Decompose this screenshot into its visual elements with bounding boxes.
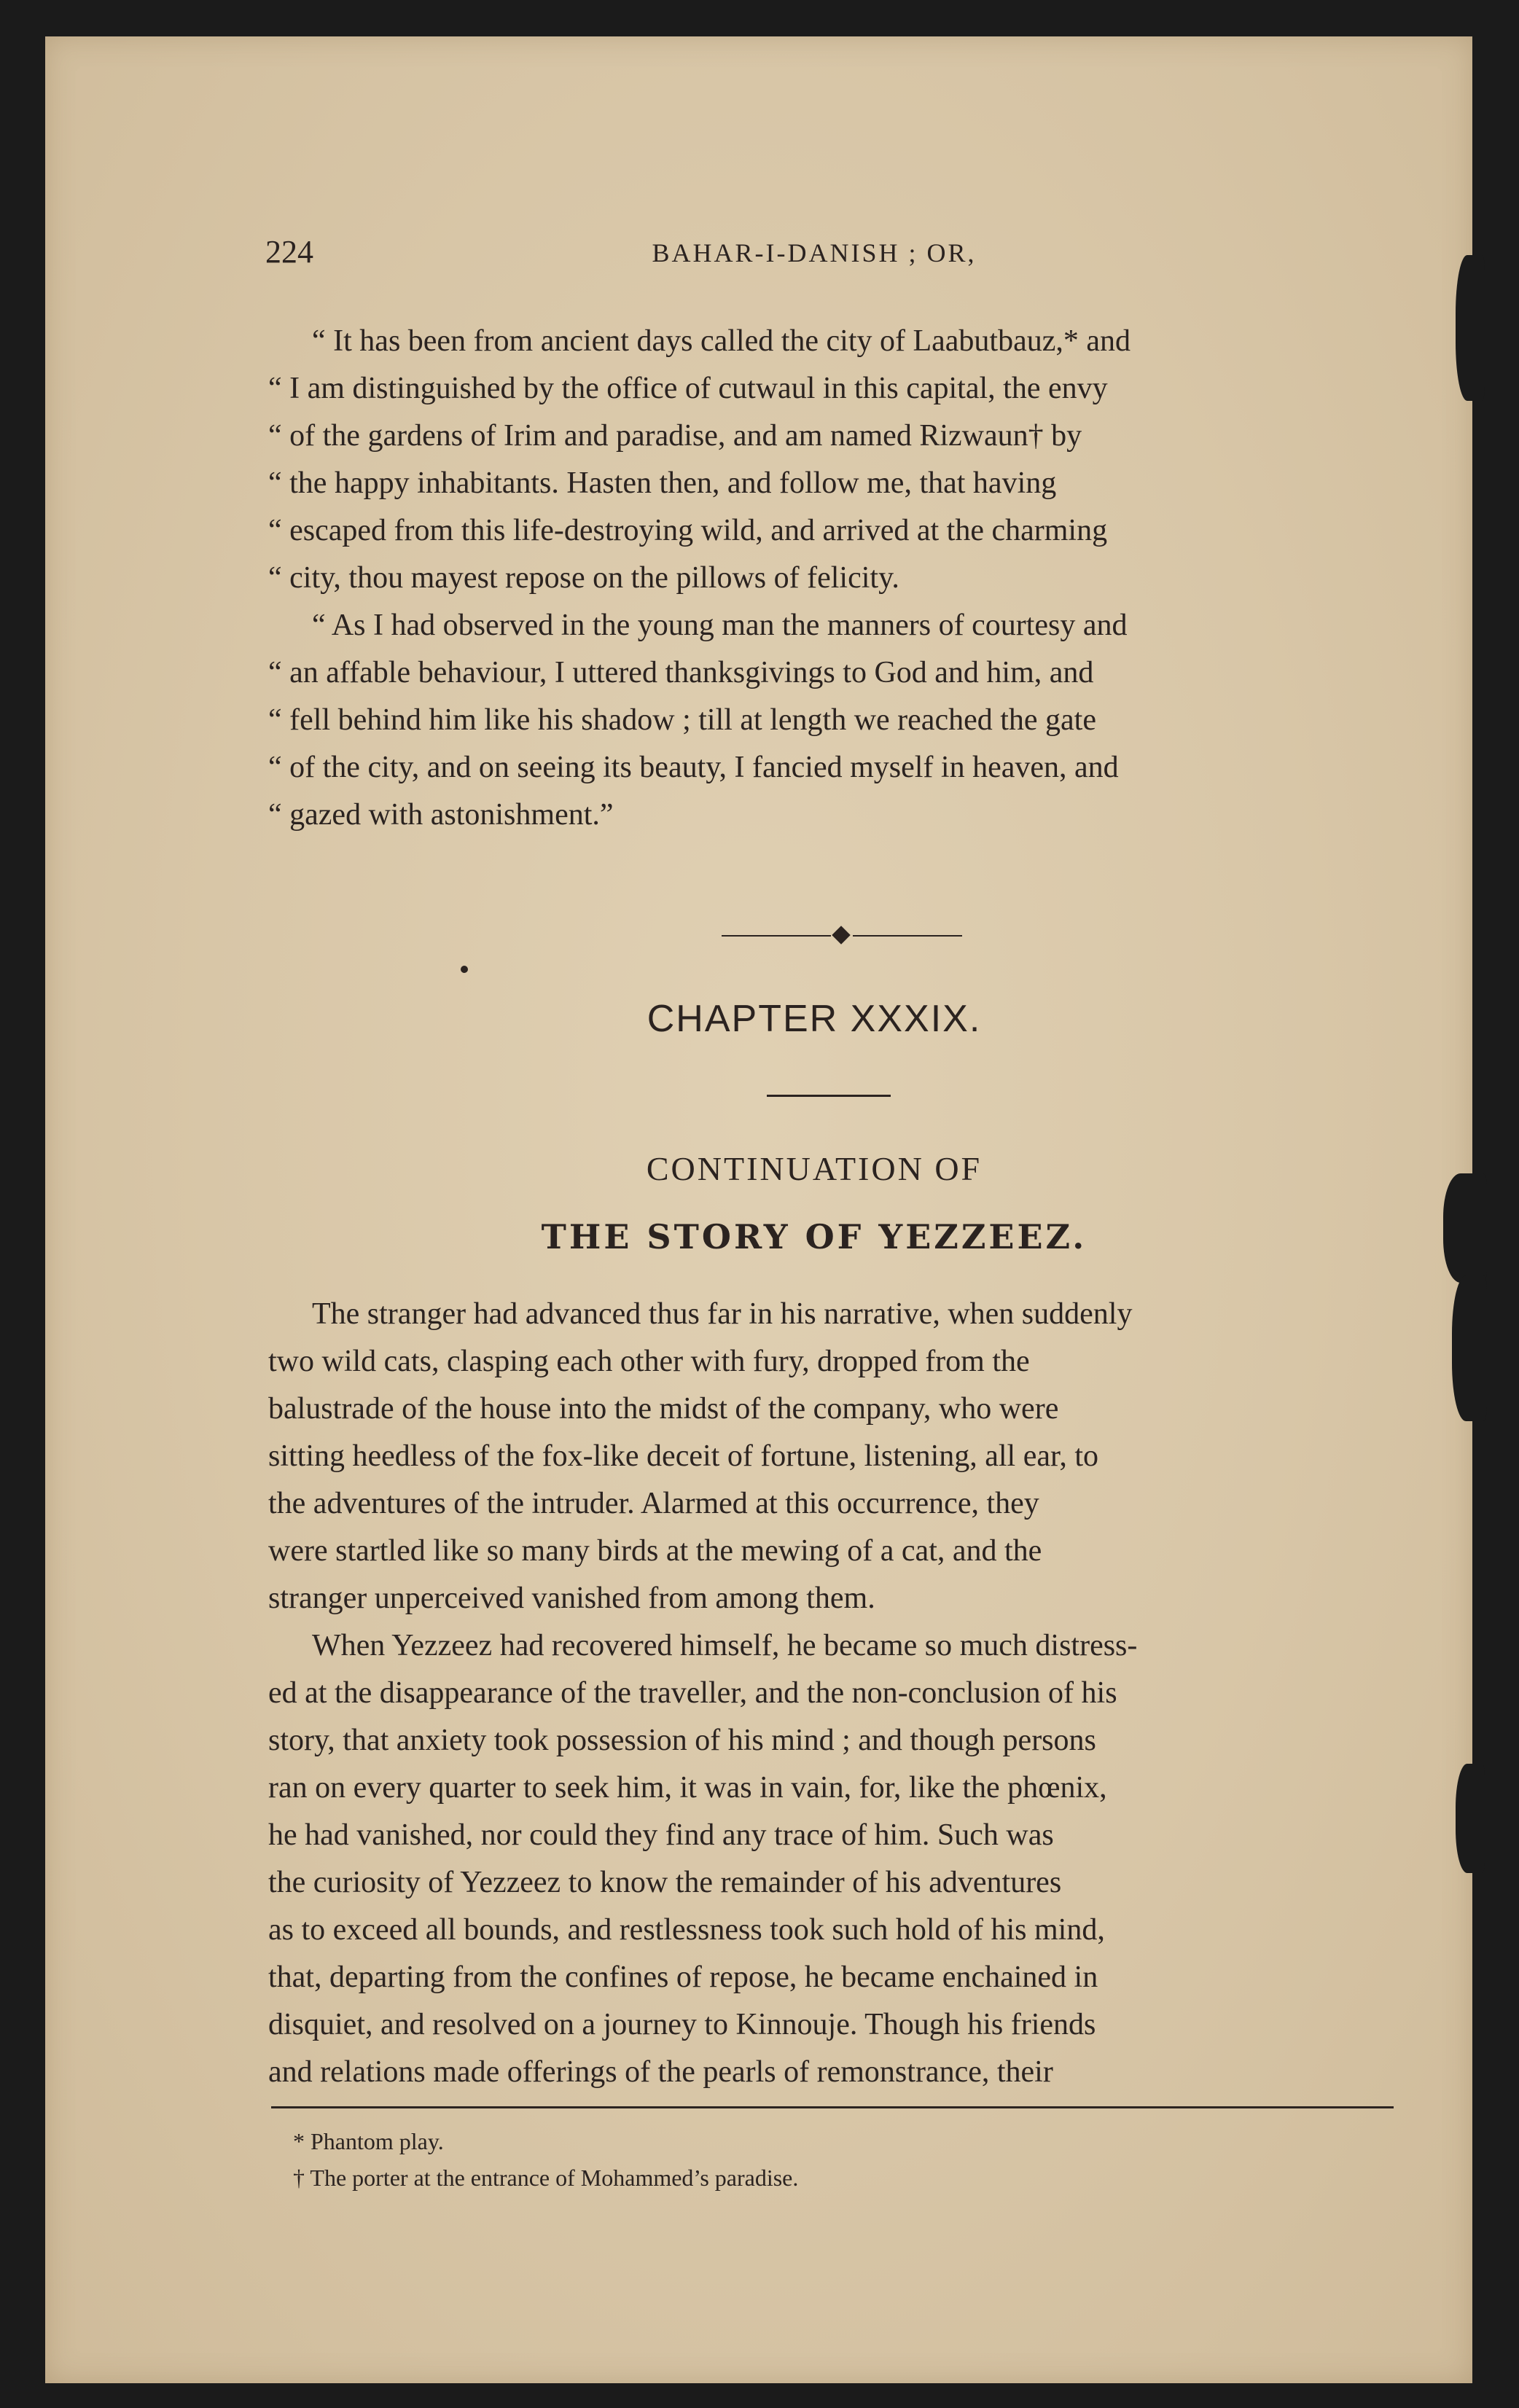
- chapter-heading: THE STORY OF YEZZEEZ.: [541, 1217, 1087, 1256]
- quote-line: “ gazed with astonishment.”: [268, 798, 614, 832]
- book-page: [45, 36, 1472, 2383]
- chapter-title: CHAPTER XXXIX.: [647, 998, 982, 1040]
- torn-edge: [1456, 1764, 1485, 1873]
- body-line: disquiet, and resolved on a journey to Kinnouje. Though his friends: [268, 2008, 1096, 2041]
- quote-line: “ I am distinguished by the office of cutwaul in this capital, the envy: [268, 372, 1108, 405]
- body-line: the curiosity of Yezzeez to know the remainder of his adventures: [268, 1866, 1062, 1899]
- body-line: that, departing from the confines of repose, he became enchained in: [268, 1961, 1098, 1994]
- body-line: ran on every quarter to seek him, it was in vain, for, like the phœnix,: [268, 1771, 1107, 1805]
- body-line: sitting heedless of the fox-like deceit of fortune, listening, all ear, to: [268, 1439, 1098, 1473]
- page-number: 224: [265, 234, 313, 270]
- body-line: two wild cats, clasping each other with fury, dropped from the: [268, 1345, 1030, 1378]
- diamond-ornament-icon: [832, 926, 850, 944]
- body-line: the adventures of the intruder. Alarmed at this occurrence, they: [268, 1487, 1039, 1520]
- quote-line: “ the happy inhabitants. Hasten then, and follow me, that having: [268, 466, 1057, 500]
- body-line: ed at the disappearance of the traveller, and the non-conclusion of his: [268, 1676, 1117, 1710]
- torn-edge: [1456, 255, 1485, 401]
- footnote: † The porter at the entrance of Mohammed’s paradise.: [293, 2165, 799, 2191]
- torn-edge: [1452, 1275, 1487, 1421]
- quote-line: “ an affable behaviour, I uttered thanksgivings to God and him, and: [268, 656, 1094, 689]
- quote-line: “ of the gardens of Irim and paradise, and am named Rizwaun† by: [268, 419, 1082, 453]
- quote-line: “ fell behind him like his shadow ; till at length we reached the gate: [268, 703, 1096, 737]
- body-line: were startled like so many birds at the mewing of a cat, and the: [268, 1534, 1042, 1568]
- quote-line: “ As I had observed in the young man the manners of courtesy and: [312, 609, 1128, 642]
- quote-line: “ escaped from this life-destroying wild, and arrived at the charming: [268, 514, 1108, 547]
- chapter-subtitle: CONTINUATION OF: [646, 1150, 983, 1187]
- body-line: balustrade of the house into the midst of the company, who were: [268, 1392, 1059, 1426]
- body-line: as to exceed all bounds, and restlessness took such hold of his mind,: [268, 1913, 1105, 1947]
- running-title: BAHAR-I-DANISH ; OR,: [652, 238, 977, 267]
- quote-line: “ city, thou mayest repose on the pillows of felicity.: [268, 561, 899, 595]
- body-line: When Yezzeez had recovered himself, he became so much distress-: [312, 1629, 1138, 1662]
- footnote: * Phantom play.: [293, 2128, 444, 2154]
- running-head: [227, 233, 1401, 277]
- divider: [767, 1095, 891, 1097]
- body-line: he had vanished, nor could they find any trace of him. Such was: [268, 1818, 1054, 1852]
- body-line: story, that anxiety took possession of his mind ; and though persons: [268, 1724, 1096, 1757]
- torn-edge: [1443, 1173, 1487, 1283]
- quote-line: “ of the city, and on seeing its beauty, I fancied myself in heaven, and: [268, 751, 1119, 784]
- body-line: stranger unperceived vanished from among them.: [268, 1582, 875, 1615]
- footnote-divider: [271, 2106, 1394, 2108]
- quote-line: “ It has been from ancient days called the city of Laabutbauz,* and: [312, 324, 1131, 358]
- body-line: and relations made offerings of the pearls of remonstrance, their: [268, 2055, 1053, 2089]
- ink-speck: [461, 966, 468, 973]
- body-line: The stranger had advanced thus far in his narrative, when suddenly: [312, 1297, 1133, 1331]
- ornamental-divider: [722, 927, 962, 945]
